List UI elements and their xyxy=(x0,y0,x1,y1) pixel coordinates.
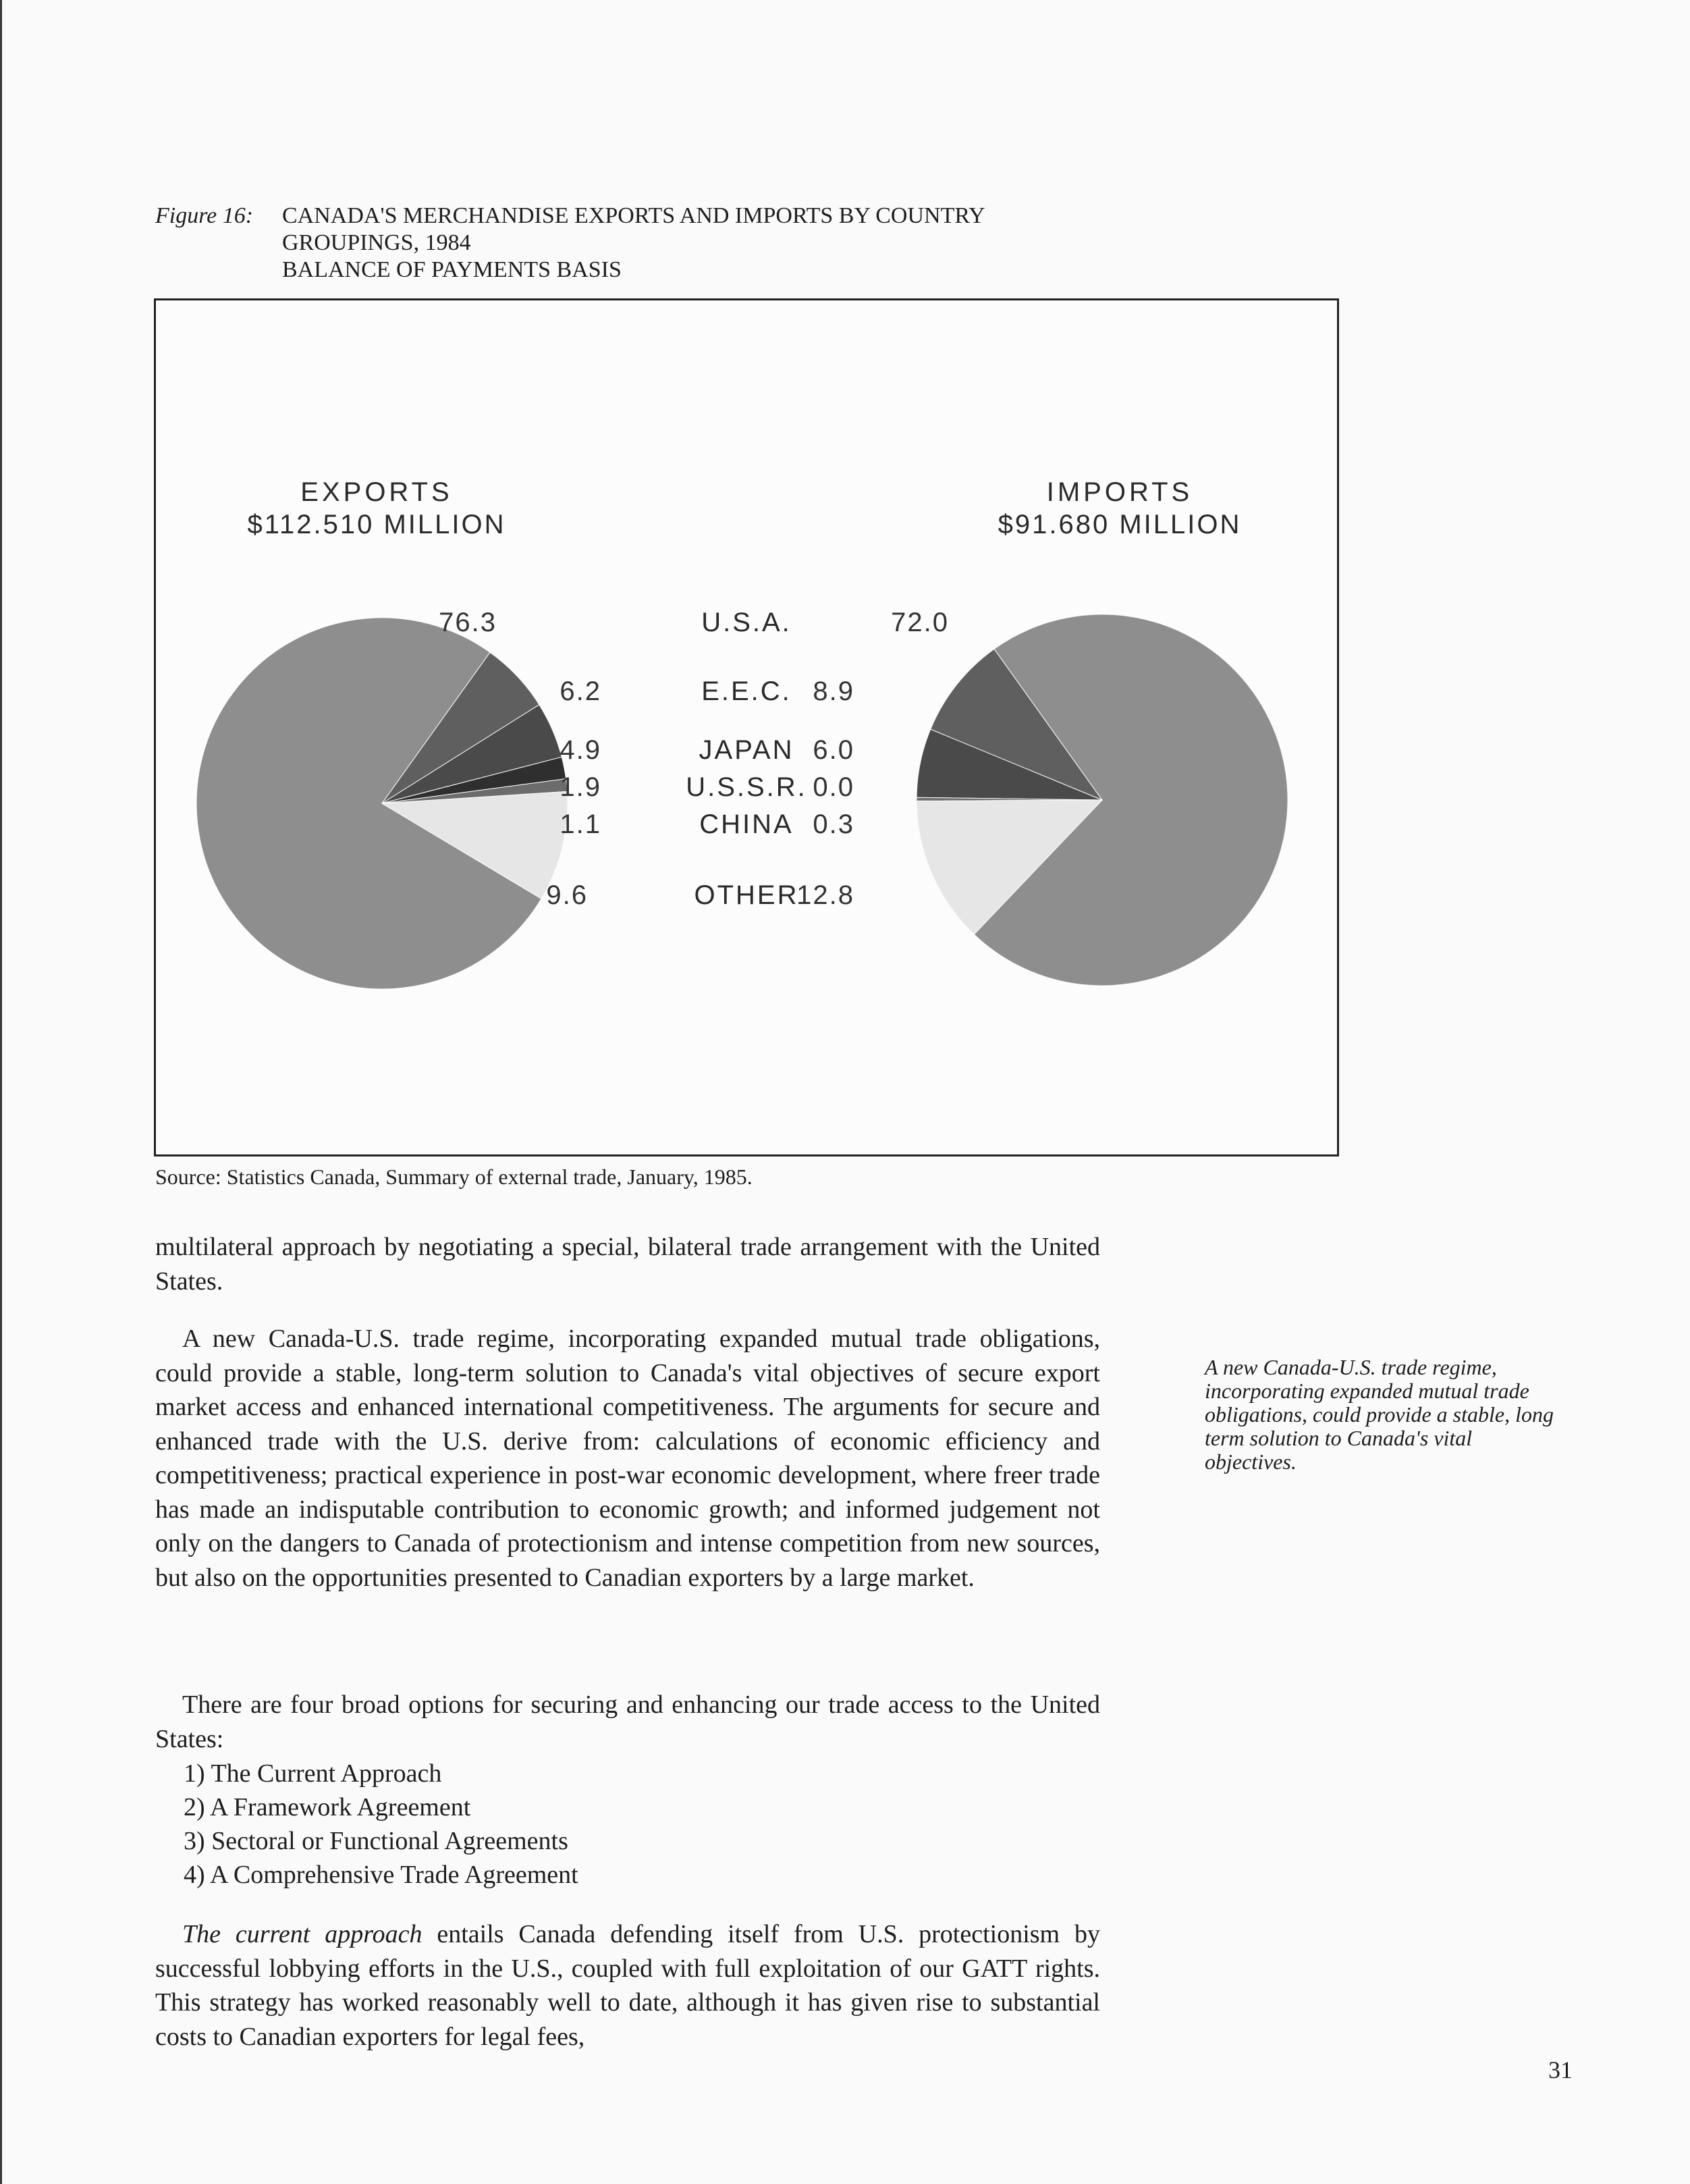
data-label-imports-u-s-s-r: 0.0 xyxy=(813,772,854,802)
option-item: 3) Sectoral or Functional Agreements xyxy=(184,1827,568,1855)
category-label-e-e-c: E.E.C. xyxy=(701,676,792,706)
source-note: Source: Statistics Canada, Summary of external trade, January, 1985. xyxy=(155,1165,753,1189)
figure-caption xyxy=(155,203,985,284)
figure-title-line-2: GROUPINGS, 1984 xyxy=(282,230,471,255)
body-paragraph-3-text: There are four broad options for securing and enhancing our trade access to the United States: xyxy=(155,1690,1100,1753)
option-item: 4) A Comprehensive Trade Agreement xyxy=(184,1861,578,1889)
category-label-china: CHINA xyxy=(699,809,794,839)
category-label-u-s-s-r: U.S.S.R. xyxy=(686,772,807,802)
body-paragraph-2 xyxy=(155,1322,1100,1595)
body-paragraph-1: multilateral approach by negotiating a special, bilateral trade arrangement with the United States. xyxy=(155,1233,1100,1296)
chart-frame xyxy=(154,298,1339,1156)
margin-note: A new Canada-U.S. trade regime, incorporating expanded mutual trade obligations, could provide a stable, long term solution to Canada's vital objectives. xyxy=(1205,1355,1554,1474)
data-label-exports-u-s-s-r: 1.9 xyxy=(560,772,601,802)
data-label-imports-e-e-c: 8.9 xyxy=(813,676,854,706)
data-label-imports-other: 12.8 xyxy=(796,880,854,910)
category-label-u-s-a: U.S.A. xyxy=(701,608,792,637)
data-label-imports-japan: 6.0 xyxy=(813,735,854,765)
options-list xyxy=(184,1757,578,1892)
data-label-exports-china: 1.1 xyxy=(560,809,601,839)
data-label-imports-china: 0.3 xyxy=(813,809,854,839)
data-label-exports-e-e-c: 6.2 xyxy=(560,676,601,706)
series-header-imports: IMPORTS xyxy=(1046,477,1193,507)
data-label-exports-japan: 4.9 xyxy=(560,735,601,765)
pie-charts xyxy=(156,300,1337,1154)
data-label-imports-u-s-a: 72.0 xyxy=(891,608,949,637)
figure-title-line-1: CANADA'S MERCHANDISE EXPORTS AND IMPORTS BY COUNTRY xyxy=(282,203,985,228)
binding-edge xyxy=(0,0,2,2184)
body-paragraph-4-emphasis: The current approach xyxy=(182,1920,422,1948)
option-item: 1) The Current Approach xyxy=(184,1759,442,1788)
body-paragraph-4-text: entails Canada defending itself from U.S. protectionism by successful lobbying efforts in the U.S., coupled with full exploitation of our GATT rights. This strategy has worked reasonably well to date, although it has given rise to substantial costs to Canadian exporters for legal fees, xyxy=(155,1920,1100,2051)
page-number: 31 xyxy=(1548,2056,1573,2083)
category-label-other: OTHER xyxy=(694,880,799,910)
category-label-japan: JAPAN xyxy=(699,735,794,765)
figure-label: Figure 16: xyxy=(155,203,254,228)
series-header-exports: EXPORTS xyxy=(300,477,453,507)
data-label-exports-other: 9.6 xyxy=(546,880,588,910)
series-total-imports: $91.680 MILLION xyxy=(998,510,1242,539)
body-paragraph-3 xyxy=(155,1688,1100,1756)
body-paragraph-2-text: A new Canada-U.S. trade regime, incorporating expanded mutual trade obligations, could provide a stable, long-term solution to Canada's vital objectives of secure export market access and enhanced international competitiveness. The arguments for secure and enhanced trade with the U.S. derive from: calculations of economic efficiency and competitiveness; practical experience in post-war economic development, where freer trade has made an indisputable contribution to economic growth; and informed judgement not only on the dangers to Canada of protectionism and intense competition from new sources, but also on the opportunities presented to Canadian exporters by a large market. xyxy=(155,1325,1100,1592)
figure-title-line-3: BALANCE OF PAYMENTS BASIS xyxy=(282,257,622,282)
data-label-exports-u-s-a: 76.3 xyxy=(439,608,497,637)
series-total-exports: $112.510 MILLION xyxy=(247,510,506,539)
option-item: 2) A Framework Agreement xyxy=(184,1793,471,1821)
body-paragraph-4 xyxy=(155,1917,1100,2054)
